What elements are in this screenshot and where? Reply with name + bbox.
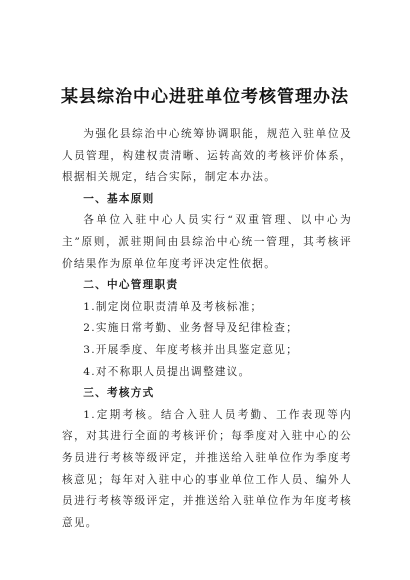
duty-item: 2.实施日常考勤、业务督导及纪律检查； <box>83 322 299 335</box>
section-heading-duties: 二、中心管理职责 <box>83 279 179 292</box>
methods-paragraph: 1.定期考核。结合入驻人员考勤、工作表现等内容，对其进行全面的考核评价；每季度对入驻中心的公务员进行考核等级评定，并推送给入驻单位作为季度考核意见；每年对入驻中心的事业单位工作人员、编外人员进行考核等级评定，并推送给入驻单位作为年度考核意见。 <box>62 408 352 529</box>
principles-paragraph: 各单位入驻中心人员实行“双重管理、以中心为主”原则，派驻期间由县综治中心统一管理，其考核评价结果作为原单位年度考评决定性依据。 <box>62 214 352 270</box>
document-title: 某县综治中心进驻单位考核管理办法 <box>61 87 349 107</box>
duty-item: 3.开展季度、年度考核并出具鉴定意见； <box>83 343 299 356</box>
document-body <box>62 124 352 534</box>
intro-paragraph: 为强化县综治中心统筹协调职能，规范入驻单位及人员管理，构建权责清晰、运转高效的考核评价体系，根据相关规定，结合实际，制定本办法。 <box>62 128 352 184</box>
section-heading-principles: 一、基本原则 <box>83 192 155 205</box>
section-heading-methods: 三、考核方式 <box>83 387 155 400</box>
duty-item: 4.对不称职人员提出调整建议。 <box>83 365 251 378</box>
duty-item: 1.制定岗位职责清单及考核标准； <box>83 300 263 313</box>
